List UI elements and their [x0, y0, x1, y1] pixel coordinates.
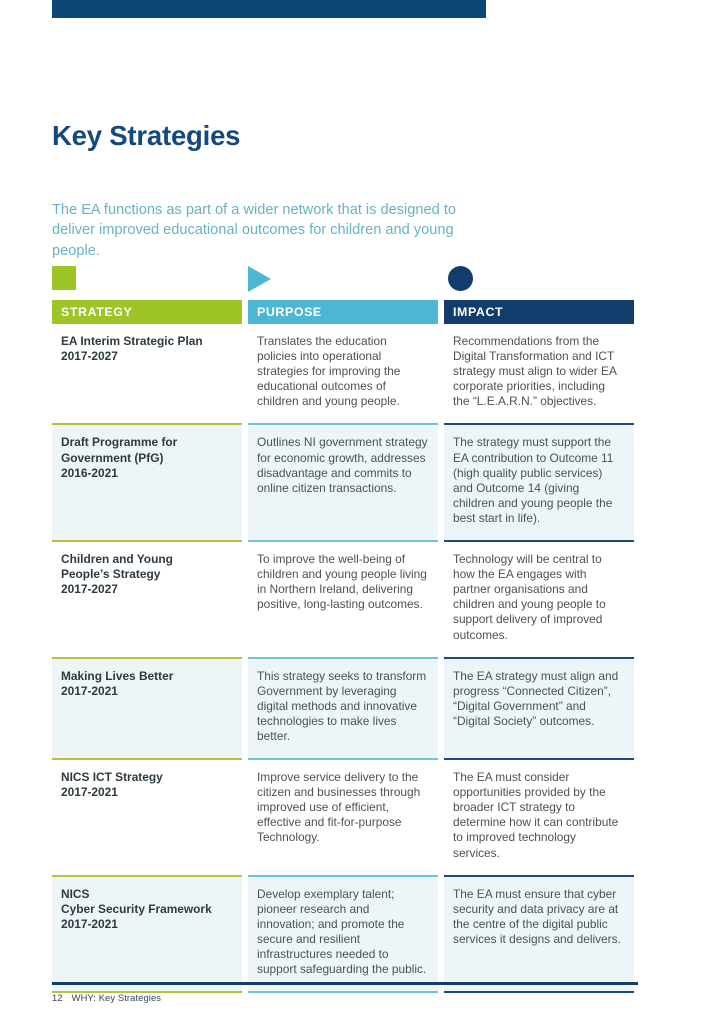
cell-line: The strategy must support the EA contribution to Outcome 11 (high quality public services) and Outcome 14 (giving children and young people the best start in life). — [453, 435, 614, 525]
cell-strategy — [52, 425, 242, 542]
cell-line: 2017-2021 — [61, 916, 118, 931]
cell-purpose — [248, 877, 438, 994]
cell-line: Draft Programme for — [61, 435, 178, 450]
cell-line: People’s Strategy — [61, 567, 161, 582]
cell-line: Technology will be central to how the EA engages with partner organisations and children and young people to support delivery of improved outcomes. — [453, 552, 606, 642]
cell-impact — [444, 659, 634, 760]
column-header-strategy: STRATEGY — [52, 300, 242, 324]
table-row — [52, 324, 638, 425]
cell-strategy — [52, 324, 242, 425]
cell-strategy — [52, 542, 242, 659]
page-subtitle: The EA functions as part of a wider network that is designed to deliver improved educational outcomes for children and young people. — [52, 201, 456, 259]
cell-impact — [444, 877, 634, 994]
cell-line: To improve the well-being of children and young people living in Northern Ireland, delivering positive, long-lasting outcomes. — [257, 552, 427, 612]
cell-impact — [444, 542, 634, 659]
triangle-marker-icon — [248, 266, 271, 292]
cell-line: Recommendations from the Digital Transformation and ICT strategy must align to wider EA corporate priorities, including the “L.E.A.R.N.” objectives. — [453, 334, 617, 409]
footer-section-label: WHY: Key Strategies — [71, 992, 162, 1003]
circle-marker-icon — [448, 266, 473, 291]
cell-purpose — [248, 659, 438, 760]
table-header-row — [52, 300, 638, 324]
footer — [52, 992, 161, 1003]
cell-line: Government (PfG) — [61, 450, 164, 465]
cell-purpose — [248, 425, 438, 542]
cell-line: 2017-2027 — [61, 582, 118, 597]
cell-strategy — [52, 760, 242, 877]
cell-line: EA Interim Strategic Plan — [61, 334, 203, 348]
cell-purpose — [248, 760, 438, 877]
cell-line: This strategy seeks to transform Government by leveraging digital methods and innovative technologies to make lives better. — [257, 668, 427, 743]
column-markers — [0, 266, 724, 296]
page-title: Key Strategies — [52, 120, 241, 152]
cell-line: The EA must consider opportunities provided by the broader ICT strategy to determine how it can contribute to improved technology services. — [453, 770, 619, 860]
cell-line: 2017-2021 — [61, 785, 118, 800]
cell-line: 2017-2021 — [61, 683, 118, 698]
cell-strategy — [52, 877, 242, 994]
cell-line: Translates the education policies into operational strategies for improving the educational outcomes of children and young people. — [257, 334, 401, 409]
cell-line: NICS ICT Strategy — [61, 770, 163, 785]
cell-line: The EA strategy must align and progress “Connected Citizen”, “Digital Government” and “Digital Society” outcomes. — [453, 668, 619, 728]
cell-purpose — [248, 542, 438, 659]
cell-line: The EA must ensure that cyber security and data privacy are at the centre of the digital public services it designs and delivers. — [453, 886, 621, 946]
column-header-purpose: PURPOSE — [248, 300, 438, 324]
column-header-impact: IMPACT — [444, 300, 634, 324]
footer-divider — [52, 982, 638, 985]
cell-line: Outlines NI government strategy for economic growth, addresses disadvantage and commits to online citizen transactions. — [257, 435, 428, 495]
cell-line: Cyber Security Framework — [61, 901, 212, 916]
footer-page-number: 12 — [52, 992, 63, 1003]
cell-purpose — [248, 324, 438, 425]
strategies-table — [0, 300, 724, 993]
cell-strategy — [52, 659, 242, 760]
cell-impact — [444, 425, 634, 542]
table-row — [52, 542, 638, 659]
cell-line: Making Lives Better — [61, 668, 174, 683]
cell-line: Children and Young — [61, 552, 173, 567]
cell-line: 2017-2027 — [61, 349, 118, 364]
table-row — [52, 425, 638, 542]
square-marker-icon — [52, 266, 76, 290]
cell-line: Develop exemplary talent; pioneer research and innovation; and promote the secure and resilient infrastructures needed to support safeguarding the public. — [257, 886, 427, 977]
top-navy-bar — [52, 0, 486, 18]
table-row — [52, 760, 638, 877]
cell-line: 2016-2021 — [61, 465, 118, 480]
table-row — [52, 659, 638, 760]
cell-impact — [444, 324, 634, 425]
cell-line: NICS — [61, 886, 90, 901]
cell-impact — [444, 760, 634, 877]
cell-line: Improve service delivery to the citizen and businesses through improved use of efficient, effective and fit-for-purpose Technology. — [257, 770, 421, 845]
table-row — [52, 877, 638, 994]
